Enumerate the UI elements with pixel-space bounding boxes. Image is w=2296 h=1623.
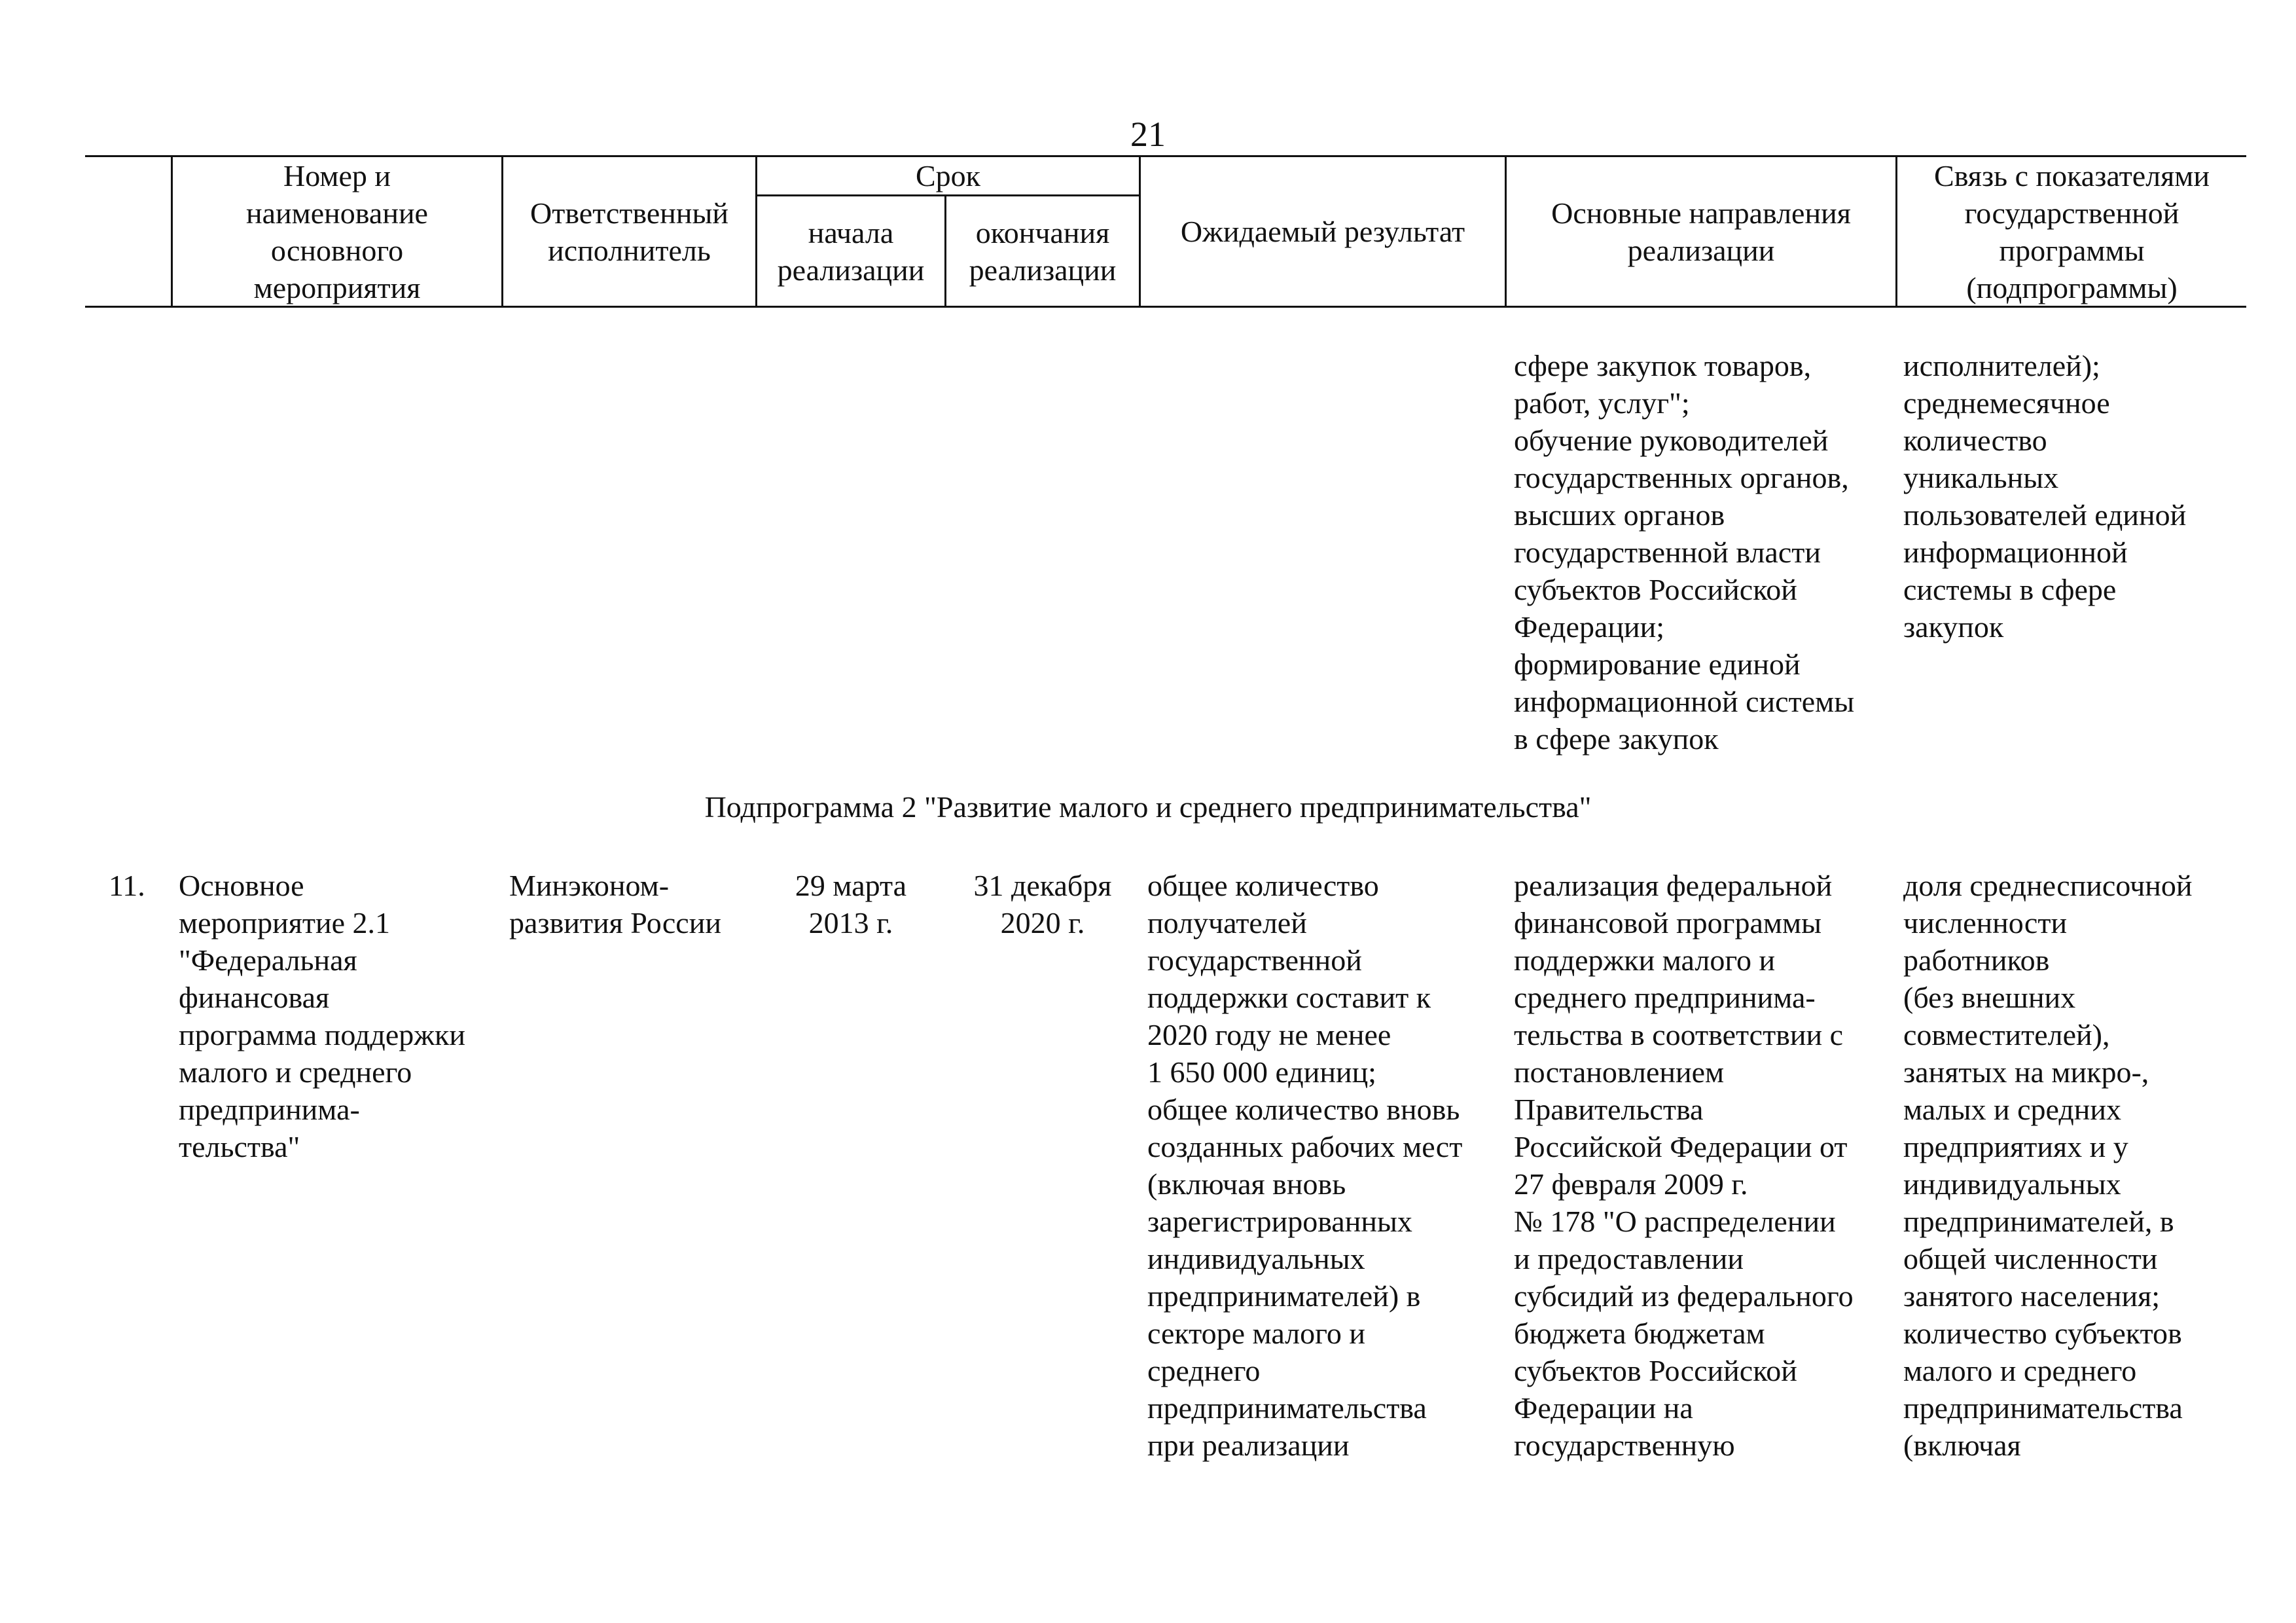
header-period: [757, 157, 1139, 194]
header-directions-text: Основные направления реализации: [1551, 196, 1851, 267]
row-end: 31 декабря 2020 г.: [973, 869, 1112, 939]
row-link: доля среднесписочной численности работников (без внешних совместителей), занятых на микро-, малых и средних предприятиях и у индивидуальных предпринимателей, в общей численности занятого населения; количество субъектов малого и среднего предпринимательства (включая: [1903, 869, 2193, 1462]
page-number: 21: [1130, 115, 1166, 154]
header-result: [1141, 157, 1505, 306]
header-start: [757, 196, 944, 306]
header-executor-text: Ответственный исполнитель: [530, 196, 728, 267]
header-directions: [1507, 157, 1895, 306]
header-end-text: окончания реализации: [969, 215, 1117, 287]
continuation-link: исполнителей); среднемесячное количество уникальных пользователей единой информационной системы в сфере закупок: [1903, 349, 2187, 644]
header-period-text: Срок: [915, 159, 981, 192]
header-executor: [503, 157, 755, 306]
row-directions: реализация федеральной финансовой программы поддержки малого и среднего предпринима- тельства в соответствии с постановлением Правительства Российской Федерации от 27 февраля 2009 г. № 178 "О распределении и предоставлении субсидий из федерального бюджета бюджетам субъектов Российской Федерации на государственную: [1514, 869, 1854, 1462]
row-executor: Минэконом- развития России: [509, 869, 721, 939]
row-result: общее количество получателей государственной поддержки составит к 2020 году не менее 1 650 000 единиц; общее количество вновь созданных рабочих мест (включая вновь зарегистрированных индивидуальных предпринимателей) в секторе малого и среднего предпринимательства при реализации: [1147, 869, 1463, 1462]
header-result-text: Ожидаемый результат: [1180, 215, 1465, 248]
subprogram-title: Подпрограмма 2 "Развитие малого и среднего предпринимательства": [704, 790, 1592, 824]
row-name: Основное мероприятие 2.1 "Федеральная финансовая программа поддержки малого и среднего предпринима- тельства": [179, 869, 465, 1163]
header-name-text: Номер и наименование основного мероприятия: [246, 158, 428, 304]
header-link: [1897, 157, 2246, 306]
continuation-directions: сфере закупок товаров, работ, услуг"; обучение руководителей государственных органов, высших органов государственной власти субъектов Российской Федерации; формирование единой информационной системы в сфере закупок: [1514, 349, 1855, 756]
header-end: [946, 196, 1139, 306]
row-number: 11.: [109, 869, 145, 902]
row-start: 29 марта 2013 г.: [795, 869, 907, 939]
header-start-text: начала реализации: [777, 215, 925, 287]
header-link-text: Связь с показателями государственной программы (подпрограммы): [1934, 158, 2210, 304]
header-name: [173, 157, 501, 306]
